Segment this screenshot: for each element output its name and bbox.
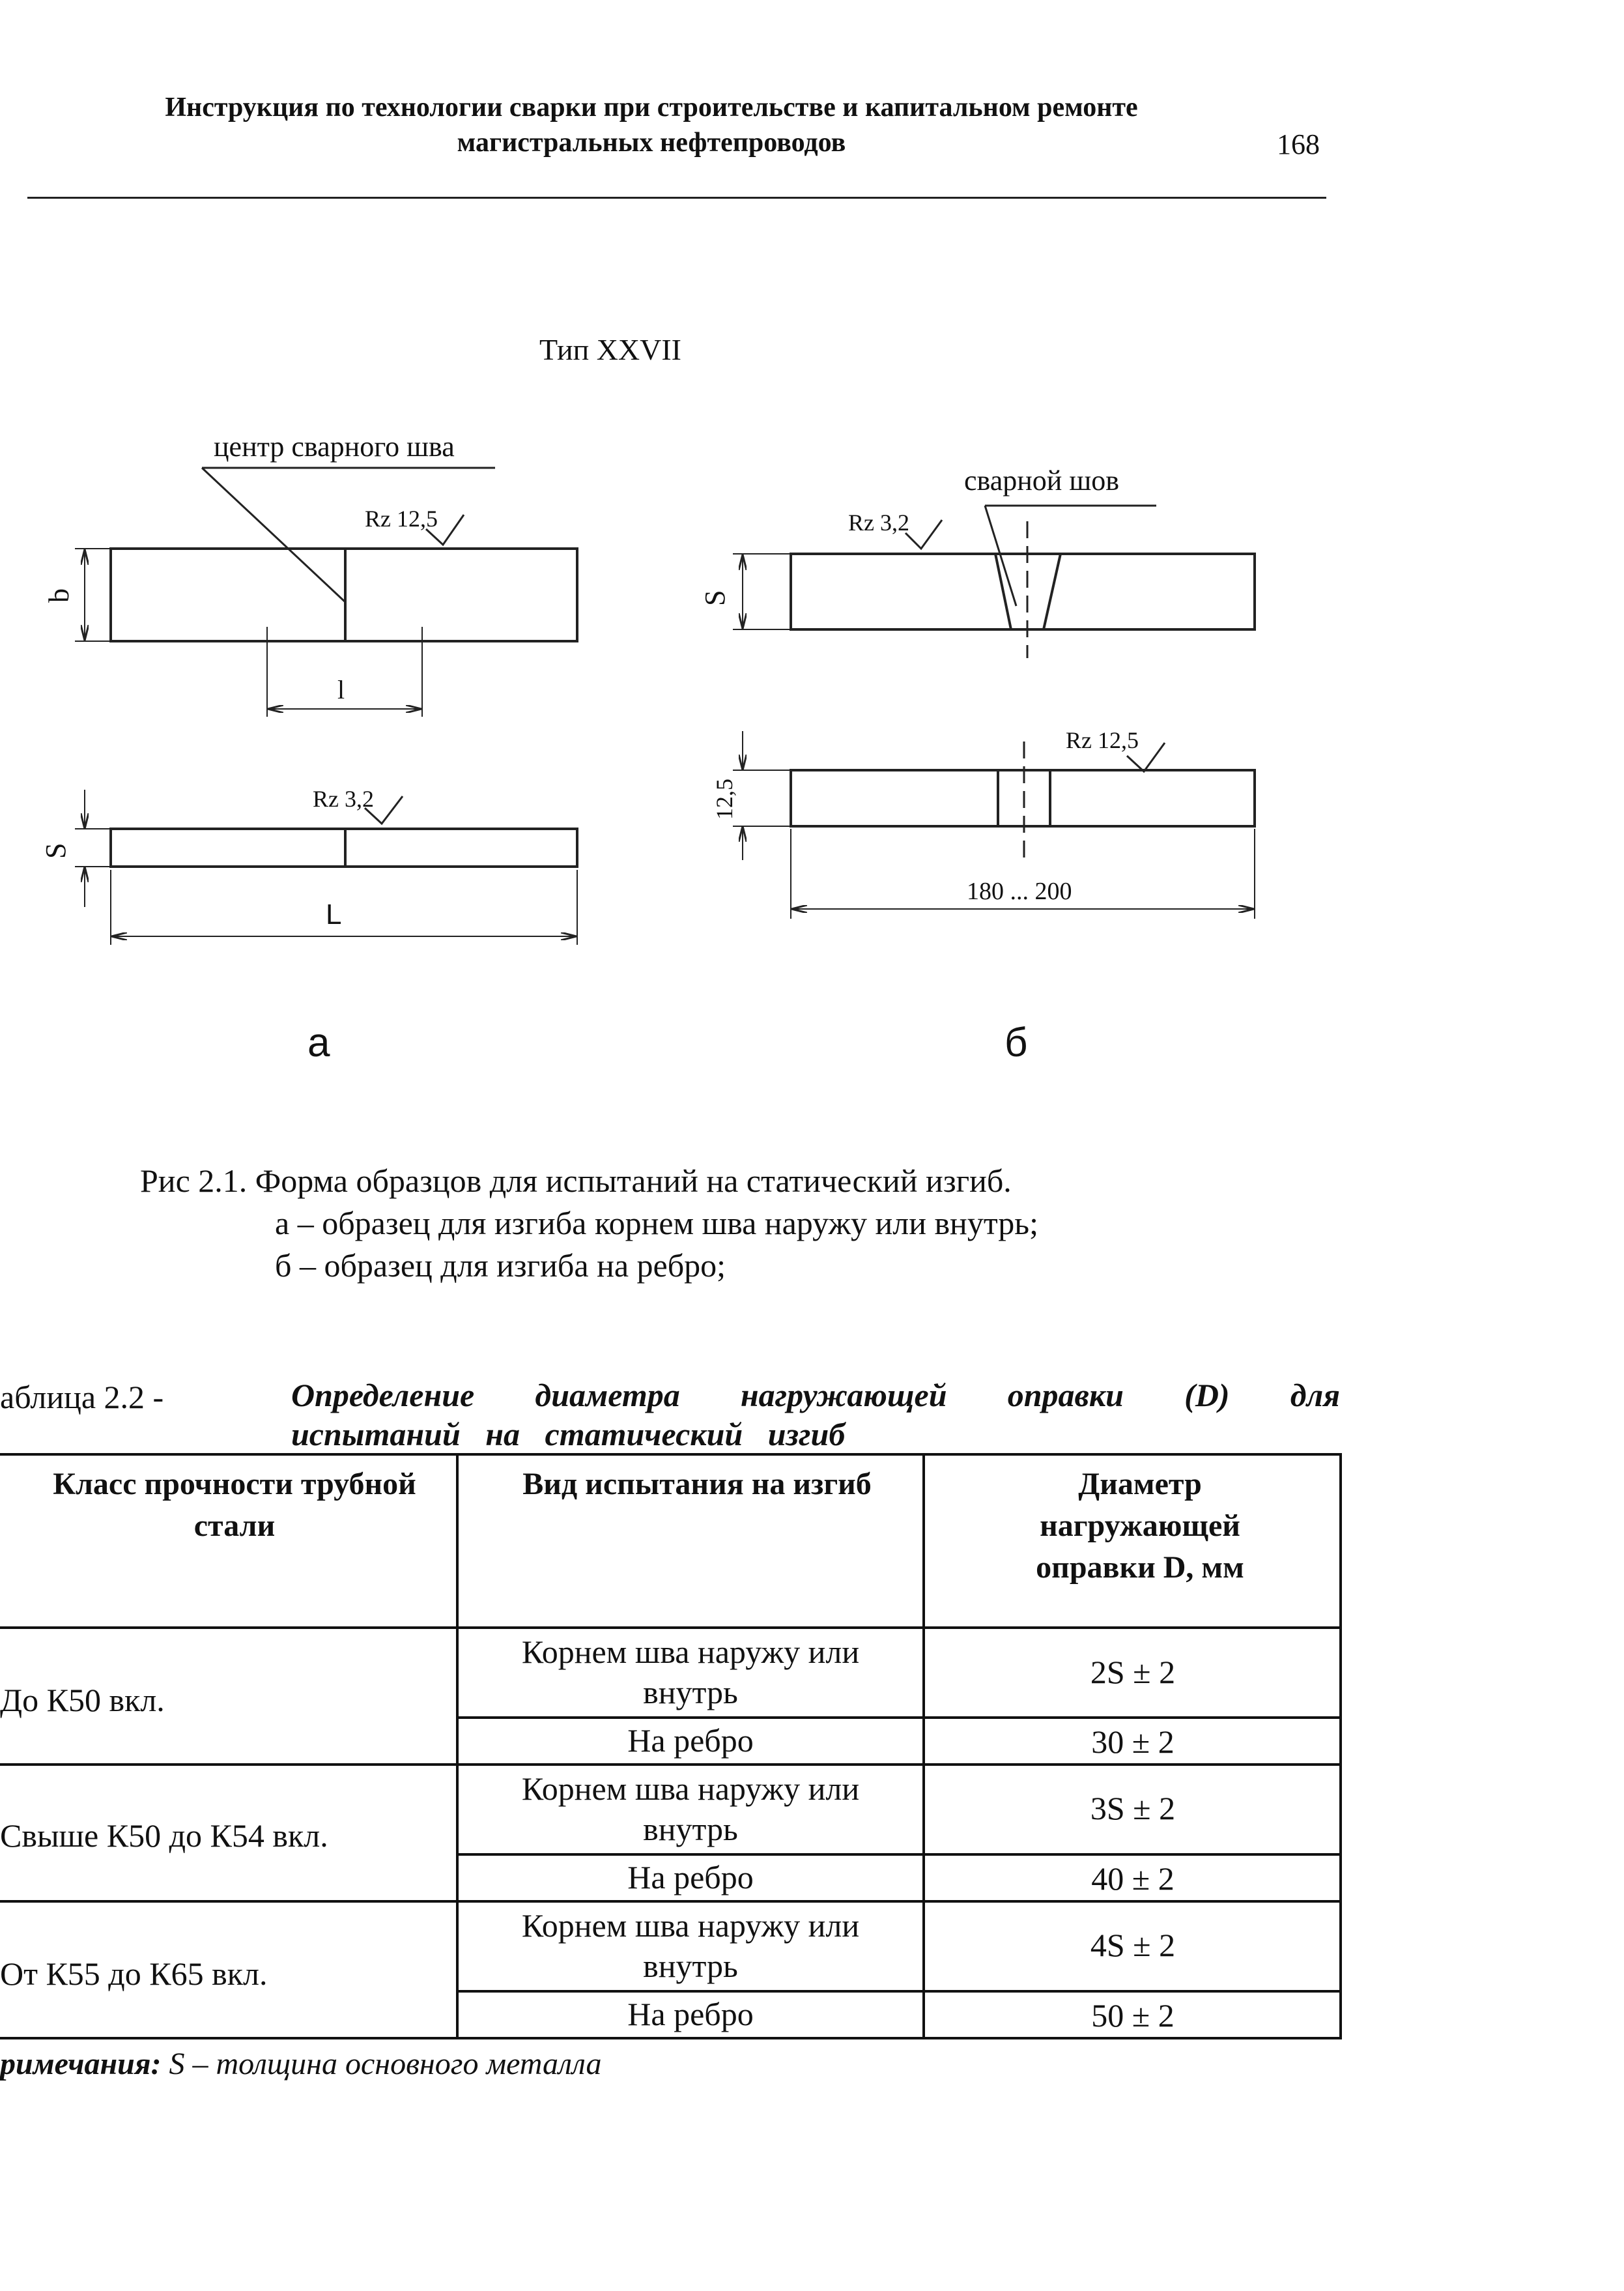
weld-center-label: центр сварного шва	[214, 431, 455, 463]
dim-L-label: L	[326, 899, 342, 930]
dim-l-label: l	[337, 675, 345, 704]
table-cell-root-diameter-3: 4S ± 2	[1090, 1927, 1176, 1963]
table-cell-edge-diameter-3: 50 ± 2	[1091, 1997, 1175, 2034]
table-note-label: римечания:	[0, 2047, 162, 2081]
table-title-line1: Определение диаметра нагружающей оправки (D) для	[291, 1377, 1340, 1413]
dim-s-b-label: S	[699, 590, 731, 606]
figure-caption-line3: б – образец для изгиба на ребро;	[275, 1247, 726, 1284]
table-cell-edge-test-3: На ребро	[627, 1996, 754, 2032]
table-label: аблица 2.2 -	[0, 1379, 164, 1415]
subfigure-a-label: а	[307, 1020, 330, 1065]
rz-32-label-b: Rz 3,2	[848, 510, 909, 536]
rz-125-label-a: Rz 12,5	[365, 506, 438, 532]
table-note	[0, 2046, 601, 2082]
table-cell-root-test-1: Корнем шва наружу или внутрь	[521, 1634, 860, 1710]
dim-125-label: 12,5	[711, 779, 737, 820]
header-title-line1: Инструкция по технологии сварки при строительстве и капитальном ремонте	[165, 93, 1138, 122]
figure-caption-line2: а – образец для изгиба корнем шва наружу или внутрь;	[275, 1205, 1038, 1241]
table-cell-steel-class-3: От К55 до К65 вкл.	[0, 1955, 268, 1992]
subfigure-b-label: б	[1004, 1020, 1028, 1065]
table-header-diameter: Диаметр нагружающей оправки D, мм	[1036, 1467, 1244, 1585]
page-number: 168	[1277, 128, 1320, 160]
table-cell-root-test-2: Корнем шва наружу или внутрь	[521, 1770, 860, 1847]
table-note-text: S – толщина основного металла	[169, 2047, 602, 2081]
dim-s-a-label: S	[40, 843, 72, 859]
header-title-line2: магистральных нефтепроводов	[457, 128, 846, 158]
table-cell-edge-test-2: На ребро	[627, 1859, 754, 1895]
table-header-test-type: Вид испытания на изгиб	[522, 1467, 872, 1501]
weld-seam-label: сварной шов	[964, 465, 1120, 497]
table-cell-edge-diameter-1: 30 ± 2	[1091, 1723, 1175, 1760]
table-cell-edge-test-1: На ребро	[627, 1722, 754, 1759]
rz-32-label-a: Rz 3,2	[313, 786, 374, 812]
table-cell-root-diameter-1: 2S ± 2	[1090, 1654, 1176, 1690]
table-cell-steel-class-2: Свыше К50 до К54 вкл.	[0, 1817, 328, 1854]
dim-180-200-label: 180 ... 200	[967, 878, 1072, 905]
table-header-steel-class: Класс прочности трубной стали	[53, 1467, 416, 1543]
table-cell-steel-class-1: До К50 вкл.	[0, 1682, 165, 1718]
rz-125-label-b: Rz 12,5	[1066, 727, 1139, 753]
table-cell-root-test-3: Корнем шва наружу или внутрь	[521, 1907, 860, 1984]
table-title-line2: испытаний на статический изгиб	[291, 1416, 846, 1452]
table-cell-edge-diameter-2: 40 ± 2	[1091, 1860, 1175, 1897]
table-cell-root-diameter-2: 3S ± 2	[1090, 1790, 1176, 1826]
dim-b-label: b	[43, 588, 75, 603]
figure-caption-line1: Рис 2.1. Форма образцов для испытаний на статический изгиб.	[140, 1162, 1012, 1199]
figure-type-title: Тип XXVII	[539, 333, 681, 366]
